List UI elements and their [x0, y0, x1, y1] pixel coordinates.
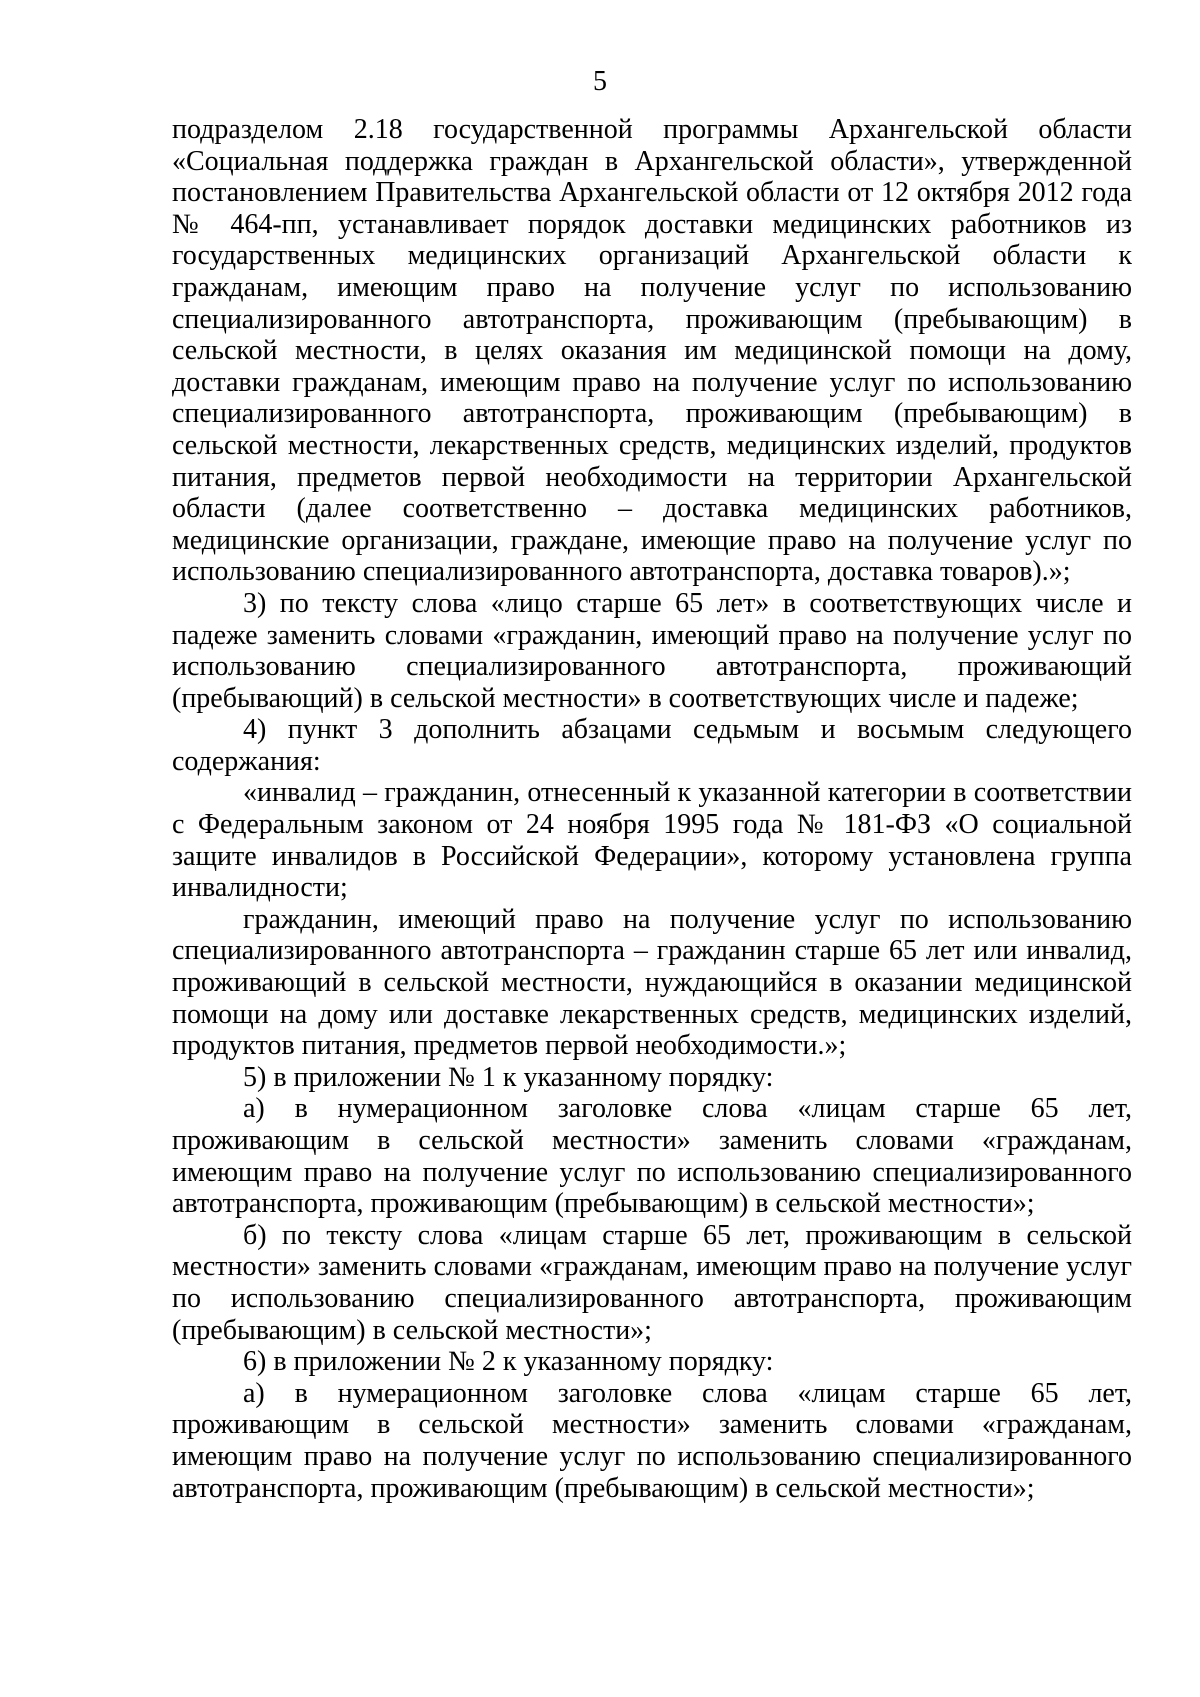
page-number: 5	[593, 66, 607, 97]
document-body	[172, 114, 1132, 1504]
paragraph-item-6a: а) в нумерационном заголовке слова «лицам старше 65 лет, проживающим в сельской местности» заменить словами «гражданам, имеющим право на получение услуг по использованию специализированного автотранспорта, проживающим (пребывающим) в сельской местности»;	[172, 1377, 1132, 1504]
paragraph-item-5a: а) в нумерационном заголовке слова «лицам старше 65 лет, проживающим в сельской местности» заменить словами «гражданам, имеющим право на получение услуг по использованию специализированного автотранспорта, проживающим (пребывающим) в сельской местности»;	[172, 1093, 1132, 1220]
paragraph-item-3: 3) по тексту слова «лицо старше 65 лет» в соответствующих числе и падеже заменить словами «гражданин, имеющий право на получение услуг по использованию специализированного автотранспорта, проживающий (пребывающий) в сельской местности» в соответствующих числе и падеже;	[172, 587, 1132, 714]
paragraph-item-5: 5) в приложении № 1 к указанному порядку:	[243, 1061, 774, 1093]
paragraph-item-6: 6) в приложении № 2 к указанному порядку:	[243, 1346, 774, 1378]
paragraph-subsection-218: подразделом 2.18 государственной программы Архангельской области «Социальная поддержка граждан в Архангельской области», утвержденной постановлением Правительства Архангельской области от 12 октября 2012 года № 464-пп, устанавливает порядок доставки медицинских работников из государственных медицинских организаций Архангельской области к гражданам, имеющим право на получение услуг по использованию специализированного автотранспорта, проживающим (пребывающим) в сельской местности, в целях оказания им медицинской помощи на дому, доставки гражданам, имеющим право на получение услуг по использованию специализированного автотранспорта, проживающим (пребывающим) в сельской местности, лекарственных средств, медицинских изделий, продуктов питания, предметов первой необходимости на территории Архангельской области (далее соответственно – доставка медицинских работников, медицинские организации, граждане, имеющие право на получение услуг по использованию специализированного автотранспорта, доставка товаров).»;	[172, 114, 1132, 588]
paragraph-item-5b: б) по тексту слова «лицам старше 65 лет, проживающим в сельской местности» заменить словами «гражданам, имеющим право на получение услуг по использованию специализированного автотранспорта, проживающим (пребывающим) в сельской местности»;	[172, 1219, 1132, 1346]
paragraph-definition-citizen: гражданин, имеющий право на получение услуг по использованию специализированного автотранспорта – гражданин старше 65 лет или инвалид, проживающий в сельской местности, нуждающийся в оказании медицинской помощи на дому или доставке лекарственных средств, медицинских изделий, продуктов питания, предметов первой необходимости.»;	[172, 903, 1132, 1062]
paragraph-item-4: 4) пункт 3 дополнить абзацами седьмым и восьмым следующего содержания:	[172, 714, 1132, 777]
paragraph-definition-disabled: «инвалид – гражданин, отнесенный к указанной категории в соответствии с Федеральным законом от 24 ноября 1995 года № 181-ФЗ «О социальной защите инвалидов в Российской Федерации», которому установлена группа инвалидности;	[172, 777, 1132, 904]
